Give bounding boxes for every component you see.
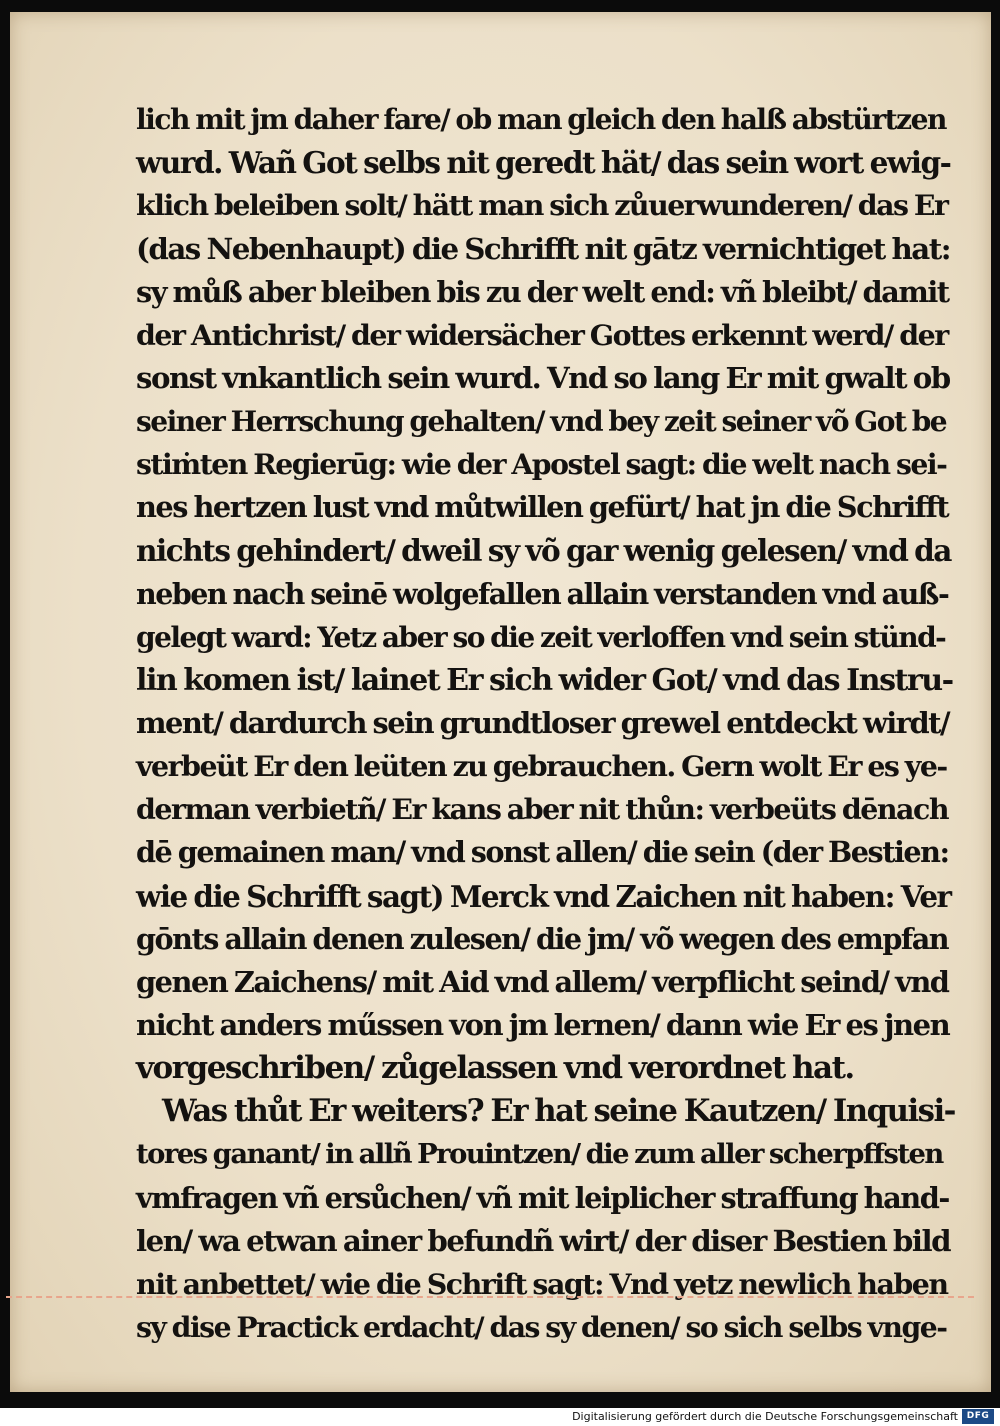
text-line: klich beleiben solt/ hätt man sich zůuerwunderen/ das Er [136, 188, 948, 223]
text-line: stiṁten Regierūg: wie der Apostel sagt: die welt nach sei- [136, 447, 947, 482]
text-line: vmfragen vñ ersůchen/ vñ mit leiplicher straffung hand- [136, 1180, 949, 1215]
text-line: nes hertzen lust vnd můtwillen gefürt/ hat jn die Schrifft [136, 490, 949, 525]
text-line: Was thůt Er weiters? Er hat seine Kautzen/ Inquisi- [162, 1093, 955, 1130]
text-line: sonst vnkantlich sein wurd. Vnd so lang Er mit gwalt ob [136, 360, 950, 395]
text-line: lich mit jm daher fare/ ob man gleich den halß abstürtzen [136, 103, 946, 136]
text-line: gelegt ward: Yetz aber so die zeit verloffen vnd sein stünd- [136, 620, 946, 654]
text-line: nicht anders műssen von jm lernen/ dann wie Er es jnen [136, 1007, 950, 1042]
funding-credit: Digitalisierung gefördert durch die Deutsche Forschungsgemeinschaft [572, 1410, 958, 1423]
text-line: seiner Herrschung gehalten/ vnd bey zeit seiner võ Got be [136, 404, 947, 438]
text-line: (das Nebenhaupt) die Schrifft nit gātz vernichtiget hat: [136, 231, 951, 267]
text-line: der Antichrist/ der widersächer Gottes erkennt werd/ der [136, 317, 948, 352]
text-line: ment/ dardurch sein grundtloser grewel entdeckt wirdt/ [136, 705, 950, 740]
text-line: sy můß aber bleiben bis zu der welt end: vñ bleibt/ damit [136, 274, 949, 309]
text-line: nichts gehindert/ dweil sy võ gar wenig gelesen/ vnd da [136, 533, 951, 569]
text-line: vorgeschriben/ zůgelassen vnd verordnet hat. [136, 1050, 854, 1087]
text-line: dē gemainen man/ vnd sonst allen/ die sein (der Bestien: [136, 835, 949, 870]
dashed-rule [6, 1296, 974, 1298]
text-line: verbeüt Er den leüten zu gebrauchen. Gern wolt Er es ye- [136, 749, 947, 784]
text-line: derman verbietñ/ Er kans aber nit thůn: verbeüts dēnach [136, 792, 949, 827]
text-line: genen Zaichens/ mit Aid vnd allem/ verpflicht seind/ vnd [136, 964, 949, 999]
text-line: wurd. Wañ Got selbs nit geredt hät/ das sein wort ewig- [136, 145, 951, 181]
text-line: gōnts allain denen zulesen/ die jm/ võ wegen des empfan [136, 921, 949, 956]
text-line: wie die Schrifft sagt) Merck vnd Zaichen nit haben: Ver [136, 878, 951, 914]
text-line: sy dise Practick erdacht/ das sy denen/ so sich selbs vnge- [136, 1309, 947, 1344]
text-line: nit anbettet/ wie die Schrift sagt: Vnd yetz newlich haben [136, 1266, 948, 1301]
body-text [136, 98, 956, 1349]
text-line: tores ganant/ in allñ Prouintzen/ die zum aller scherpffsten [136, 1138, 943, 1171]
text-line: len/ wa etwan ainer befundñ wirt/ der diser Bestien bild [136, 1223, 951, 1258]
text-line: lin komen ist/ lainet Er sich wider Got/ vnd das Instru- [136, 662, 953, 698]
text-line: neben nach seinē wolgefallen allain verstanden vnd auß- [136, 576, 949, 611]
dfg-logo: DFG [962, 1409, 994, 1424]
